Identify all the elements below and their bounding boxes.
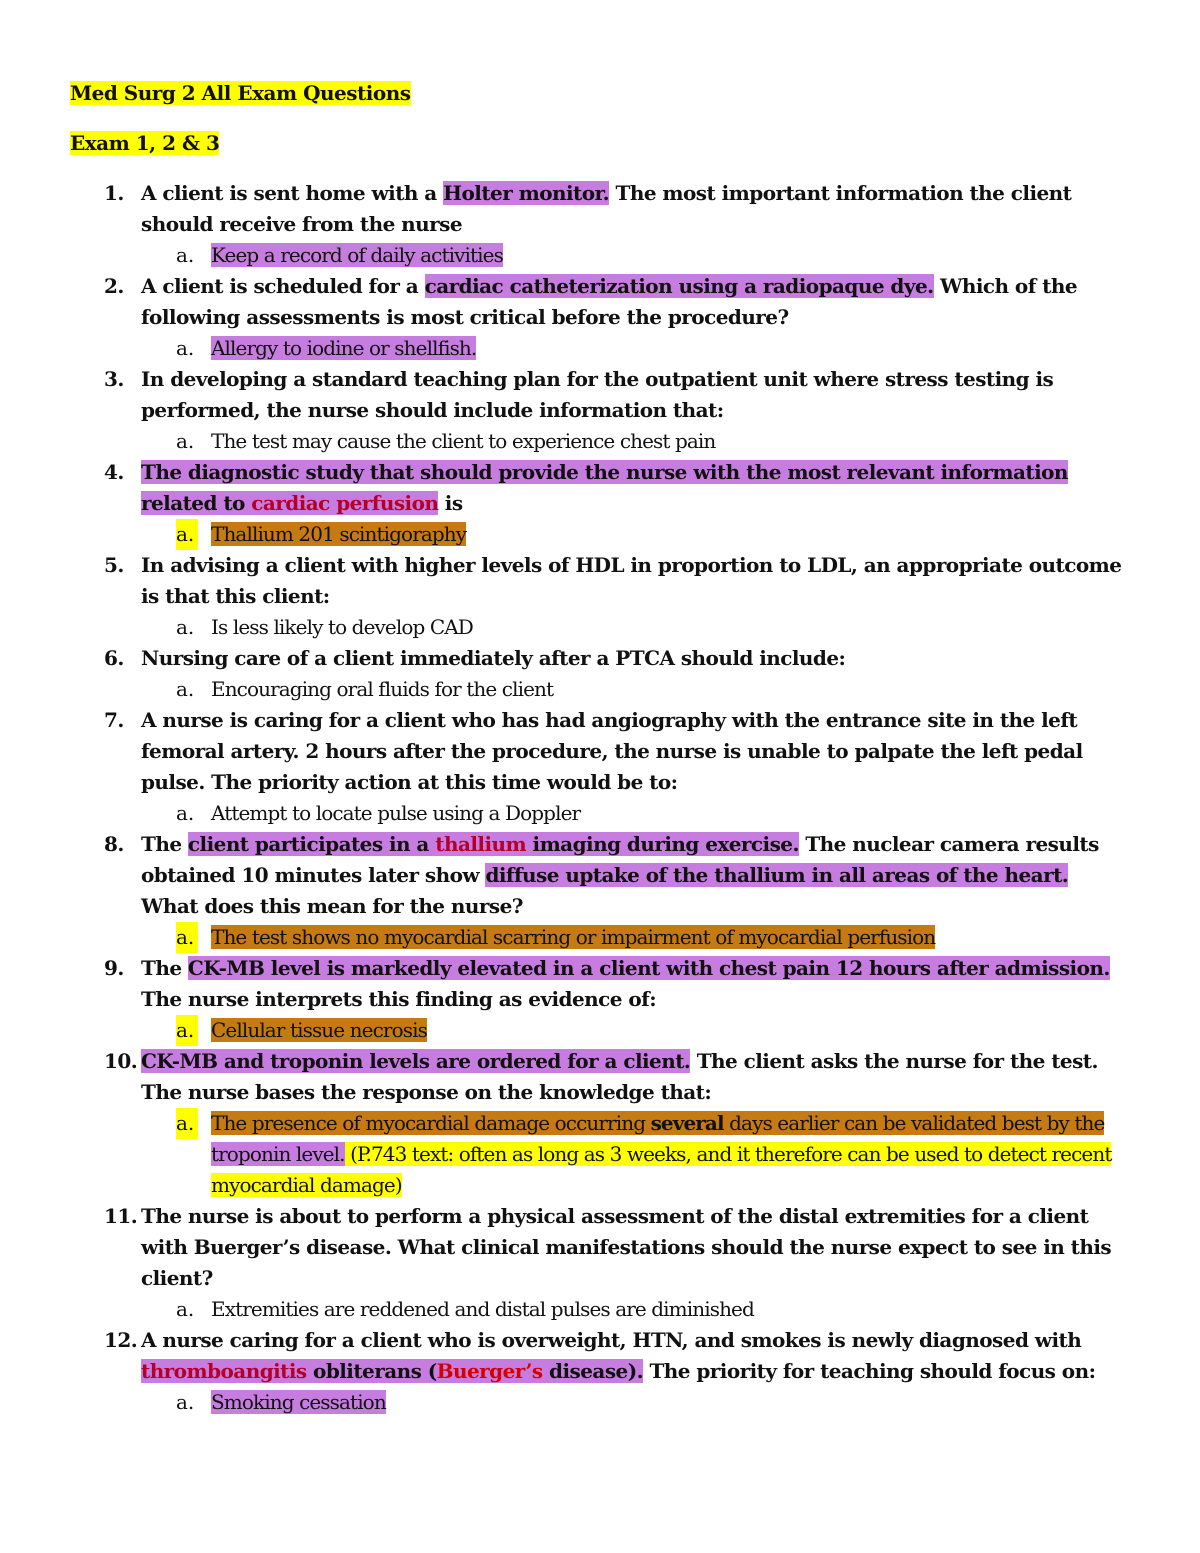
answer-3: a. The test may cause the client to experience chest pain: [176, 429, 716, 453]
question-5: 5. In advising a client with higher levels of HDL in proportion to LDL, an appropriate outcome is that this client:: [104, 553, 1122, 608]
answer-5: a. Is less likely to develop CAD: [176, 615, 473, 639]
answer-12: a. Smoking cessation: [176, 1390, 386, 1414]
question-12: 12. A nurse caring for a client who is overweight, HTN, and smokes is newly diagnosed with thromboangitis obliterans (Buerger’s disease). The priority for teaching should focus on:: [104, 1328, 1096, 1383]
answer-10: a. The presence of myocardial damage occurring several days earlier can be validated best by the troponin level. (P.743 text: often as long as 3 weeks, and it therefore can be used to detect recent myocardial damage): [70, 1108, 1130, 1201]
answer-4: a. Thallium 201 scintigoraphy: [70, 519, 1130, 550]
document-title: Med Surg 2 All Exam Questions: [70, 81, 411, 105]
answer-8: a. The test shows no myocardial scarring or impairment of myocardial perfusion: [70, 922, 1130, 953]
exam-subtitle: Exam 1, 2 & 3: [70, 131, 220, 155]
question-11: 11. The nurse is about to perform a physical assessment of the distal extremities for a client with Buerger’s disease. What clinical manifestations should the nurse expect to see in this client?: [104, 1204, 1112, 1290]
question-10: 10. CK-MB and troponin levels are ordered for a client. The client asks the nurse for the test. The nurse bases the response on the knowledge that:: [104, 1049, 1098, 1104]
answer-1: a. Keep a record of daily activities: [176, 243, 503, 267]
question-1: 1. A client is sent home with a Holter monitor. The most important information the client should receive from the nurse: [104, 181, 1072, 236]
answer-2: a. Allergy to iodine or shellfish.: [176, 336, 477, 360]
answer-7: a. Attempt to locate pulse using a Doppler: [176, 801, 581, 825]
question-8: 8. The client participates in a thallium imaging during exercise. The nuclear camera results obtained 10 minutes later show diffuse uptake of the thallium in all areas of the heart. What does this mean for the nurse?: [104, 832, 1099, 918]
answer-9: a. Cellular tissue necrosis: [70, 1015, 1130, 1046]
question-4: 4. The diagnostic study that should provide the nurse with the most relevant information related to cardiac perfusion is: [104, 460, 1068, 515]
answer-11: a. Extremities are reddened and distal pulses are diminished: [176, 1297, 754, 1321]
question-6: 6. Nursing care of a client immediately after a PTCA should include:: [104, 646, 846, 670]
question-7: 7. A nurse is caring for a client who has had angiography with the entrance site in the left femoral artery. 2 hours after the procedure, the nurse is unable to palpate the left pedal pulse. The priority action at this time would be to:: [104, 708, 1083, 794]
answer-6: a. Encouraging oral fluids for the client: [176, 677, 554, 701]
question-3: 3. In developing a standard teaching plan for the outpatient unit where stress testing is performed, the nurse should include information that:: [104, 367, 1054, 422]
question-2: 2. A client is scheduled for a cardiac catheterization using a radiopaque dye. Which of the following assessments is most critical before the procedure?: [104, 274, 1078, 329]
question-9: 9. The CK-MB level is markedly elevated in a client with chest pain 12 hours after admission. The nurse interprets this finding as evidence of:: [104, 956, 1110, 1011]
